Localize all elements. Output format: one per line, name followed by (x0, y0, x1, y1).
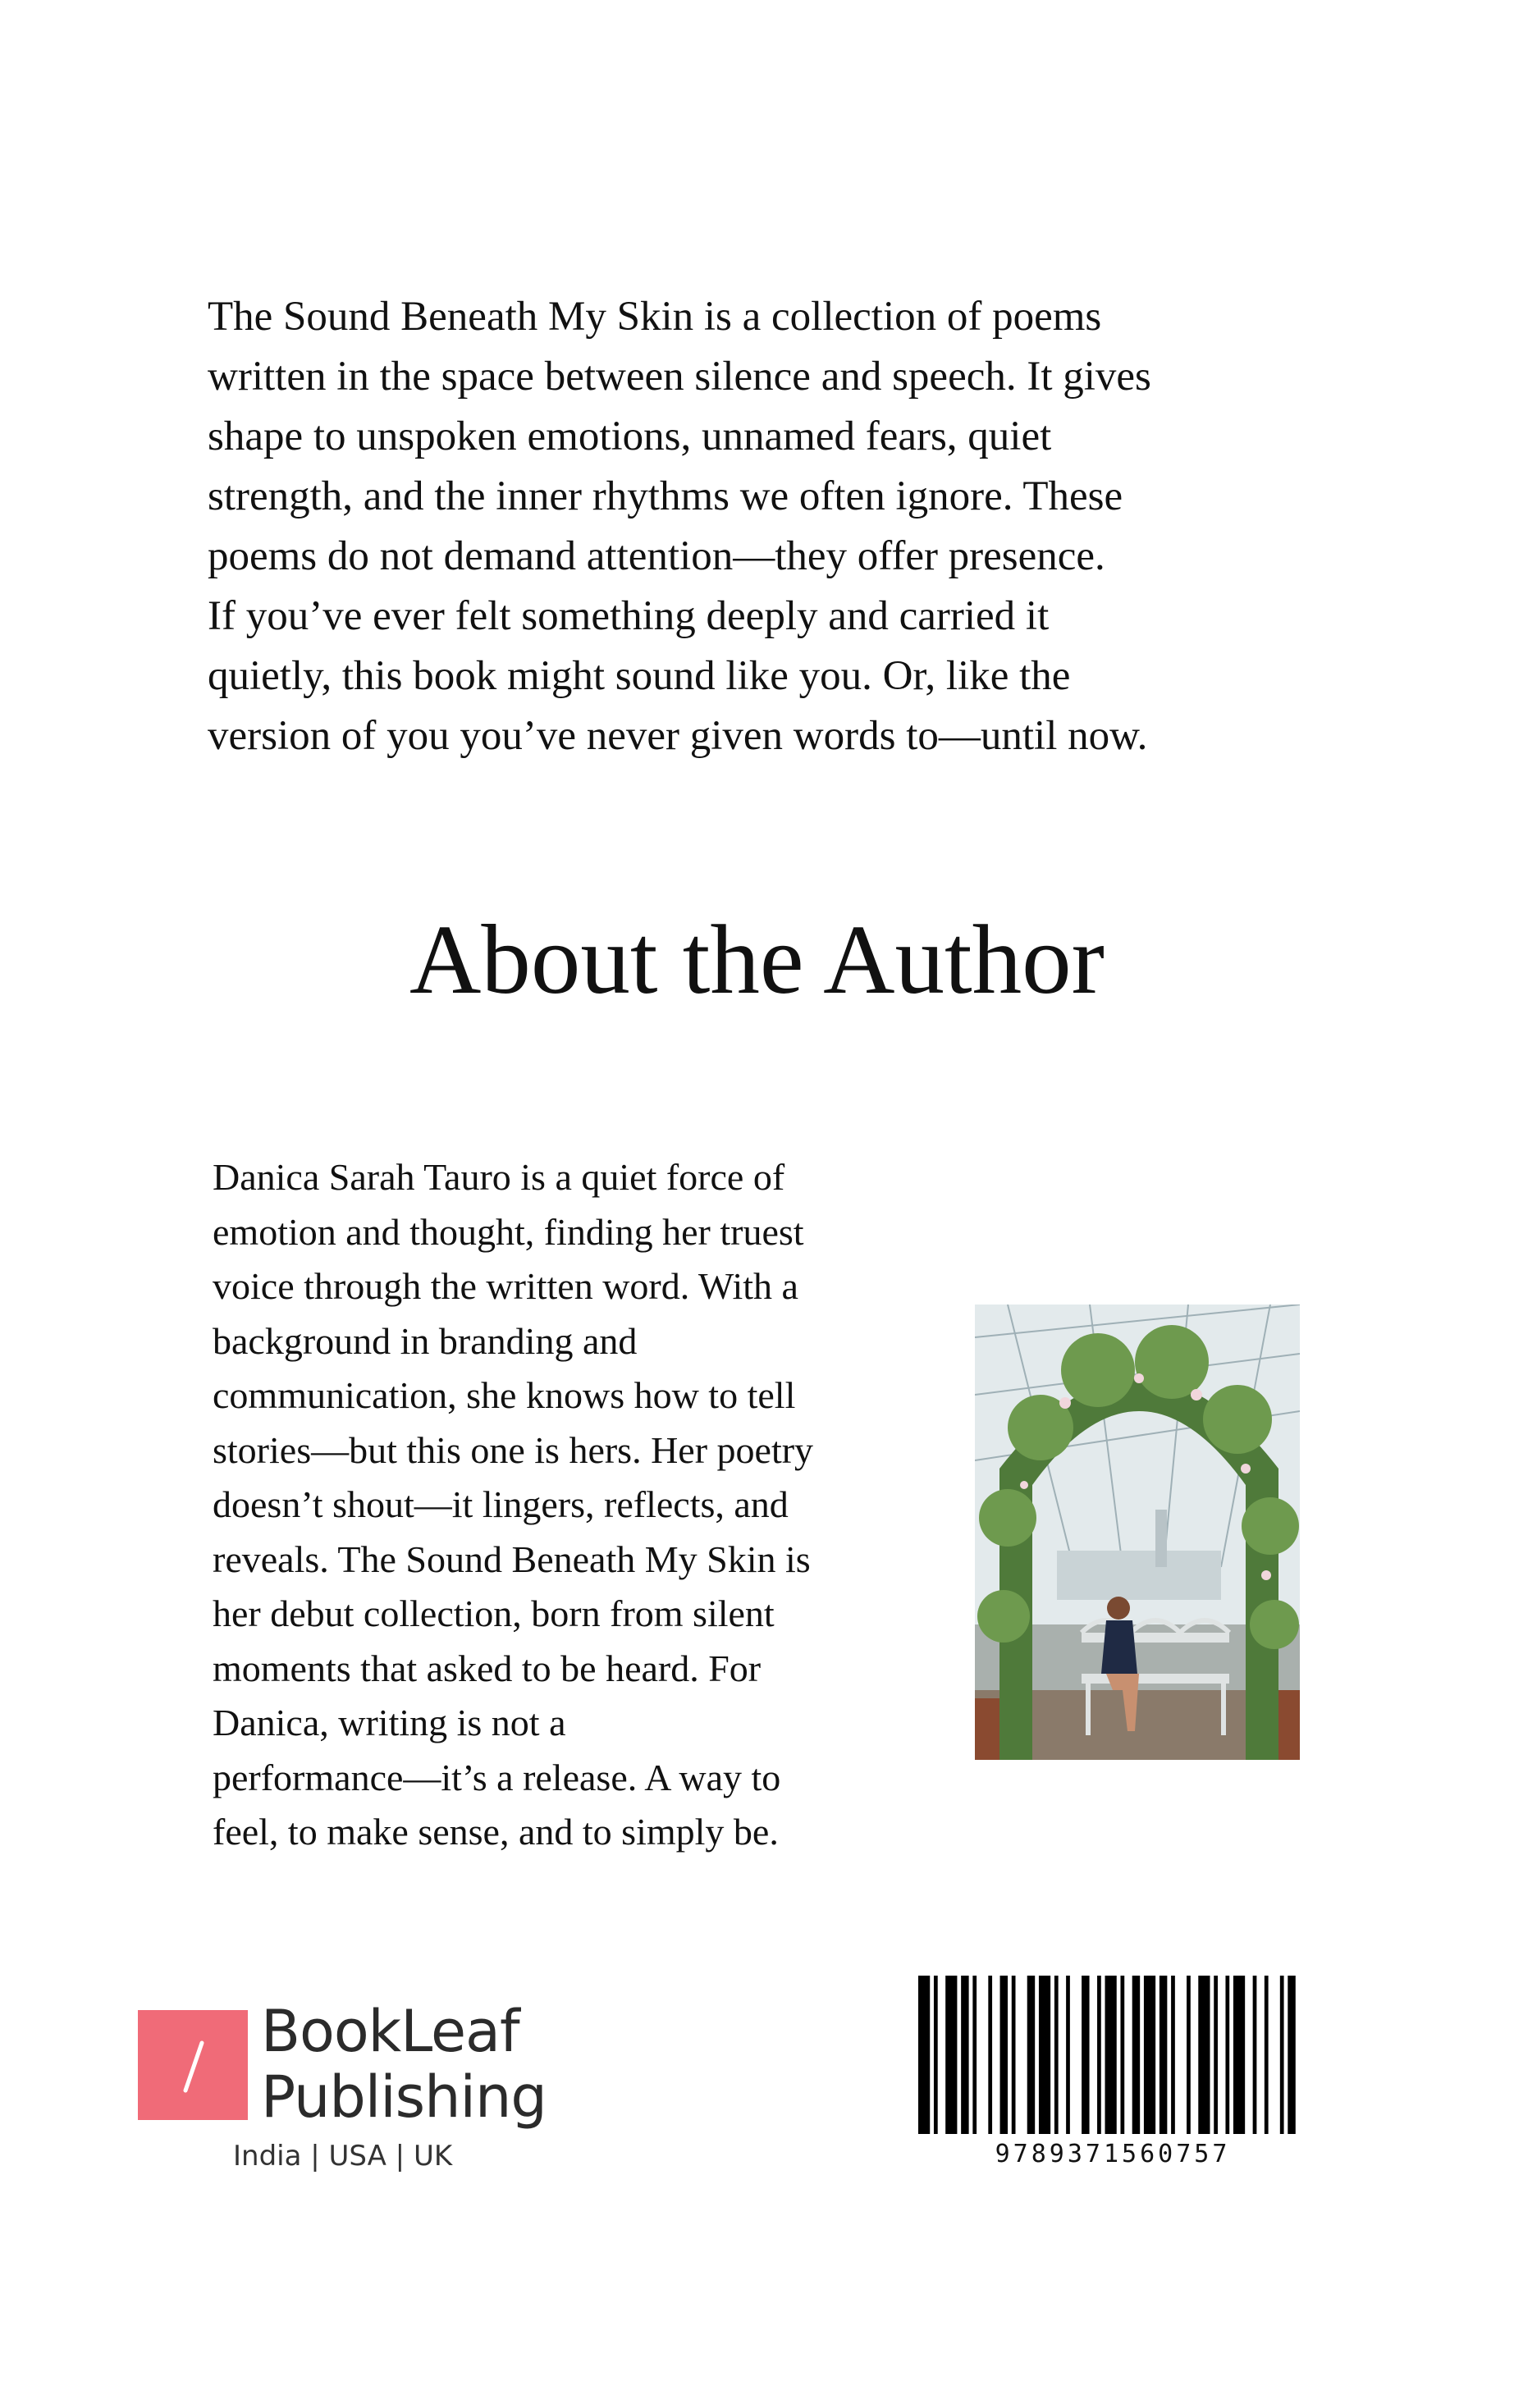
barcode-bar (1132, 1976, 1140, 2134)
author-bio (213, 1150, 951, 1860)
barcode-bar (1253, 1976, 1257, 2134)
barcode-bar (1105, 1976, 1117, 2134)
description-line: shape to unspoken emotions, unnamed fears, quiet (208, 414, 1052, 459)
barcode-bar (1288, 1976, 1295, 2134)
bio-line: doesn’t shout—it lingers, reflects, and (213, 1483, 789, 1525)
barcode-bar (1265, 1976, 1269, 2134)
isbn-number: 9789371560757 (995, 2140, 1231, 2168)
bio-line: background in branding and (213, 1319, 638, 1362)
bio-line: communication, she knows how to tell (213, 1374, 796, 1416)
bookleaf-logo-icon (138, 2010, 248, 2120)
bio-line: Danica, writing is not a (213, 1702, 566, 1743)
barcode-bar (961, 1976, 968, 2134)
bio-line: moments that asked to be heard. For (213, 1647, 762, 1689)
barcode-bar (1000, 1976, 1008, 2134)
bio-line: reveals. The Sound Beneath My Skin is (213, 1538, 811, 1580)
about-author-heading: About the Author (409, 905, 1105, 1015)
barcode-bar (972, 1976, 977, 2134)
bio-line: her debut collection, born from silent (213, 1592, 775, 1634)
barcode-bar (1120, 1976, 1124, 2134)
bio-line: emotion and thought, finding her truest (213, 1210, 804, 1253)
description-line: quietly, this book might sound like you. Or, like the (208, 653, 1071, 699)
barcode-bar (1039, 1976, 1050, 2134)
description-line: poems do not demand attention—they offer presence. (208, 533, 1105, 579)
barcode-bar (1012, 1976, 1016, 2134)
barcode-bar (988, 1976, 992, 2134)
author-photo-illustration (975, 1305, 1300, 1760)
description-line: strength, and the inner rhythms we often ignore. These (208, 473, 1123, 519)
slash-icon (138, 2010, 248, 2120)
barcode-bar (1027, 1976, 1035, 2134)
book-description (208, 287, 1299, 766)
bio-line: feel, to make sense, and to simply be. (213, 1811, 779, 1853)
barcode-bar (1225, 1976, 1229, 2134)
isbn-barcode (918, 1976, 1307, 2134)
barcode-bar (1214, 1976, 1218, 2134)
publisher-name-line2: Publishing (261, 2063, 547, 2131)
bio-line: Danica Sarah Tauro is a quiet force of (213, 1156, 785, 1198)
barcode-bar (1187, 1976, 1191, 2134)
barcode-bar (1066, 1976, 1070, 2134)
bio-line: voice through the written word. With a (213, 1265, 798, 1307)
barcode-bar (1082, 1976, 1089, 2134)
barcode-bar (1280, 1976, 1284, 2134)
bio-line: performance—it’s a release. A way to (213, 1756, 781, 1798)
barcode-bar (934, 1976, 938, 2134)
publisher-name (261, 1999, 547, 2130)
description-line: version of you you’ve never given words to—until now. (208, 713, 1148, 759)
barcode-bar (1233, 1976, 1245, 2134)
barcode-bar (918, 1976, 930, 2134)
description-line: The Sound Beneath My Skin is a collection of poems (208, 294, 1102, 340)
barcode-bar (1054, 1976, 1059, 2134)
barcode-bar (1160, 1976, 1167, 2134)
description-line: written in the space between silence and speech. It gives (208, 354, 1151, 400)
description-line: If you’ve ever felt something deeply and carried it (208, 593, 1050, 639)
publisher-regions: India | USA | UK (233, 2140, 453, 2173)
barcode-bar (1198, 1976, 1210, 2134)
publisher-name-line1: BookLeaf (261, 1998, 519, 2065)
barcode-bar (1097, 1976, 1101, 2134)
barcode-bar (945, 1976, 957, 2134)
bio-line: stories—but this one is hers. Her poetry (213, 1428, 814, 1471)
barcode-bar (1144, 1976, 1155, 2134)
author-photo (975, 1305, 1300, 1760)
barcode-icon (918, 1976, 1307, 2134)
barcode-bar (1171, 1976, 1175, 2134)
